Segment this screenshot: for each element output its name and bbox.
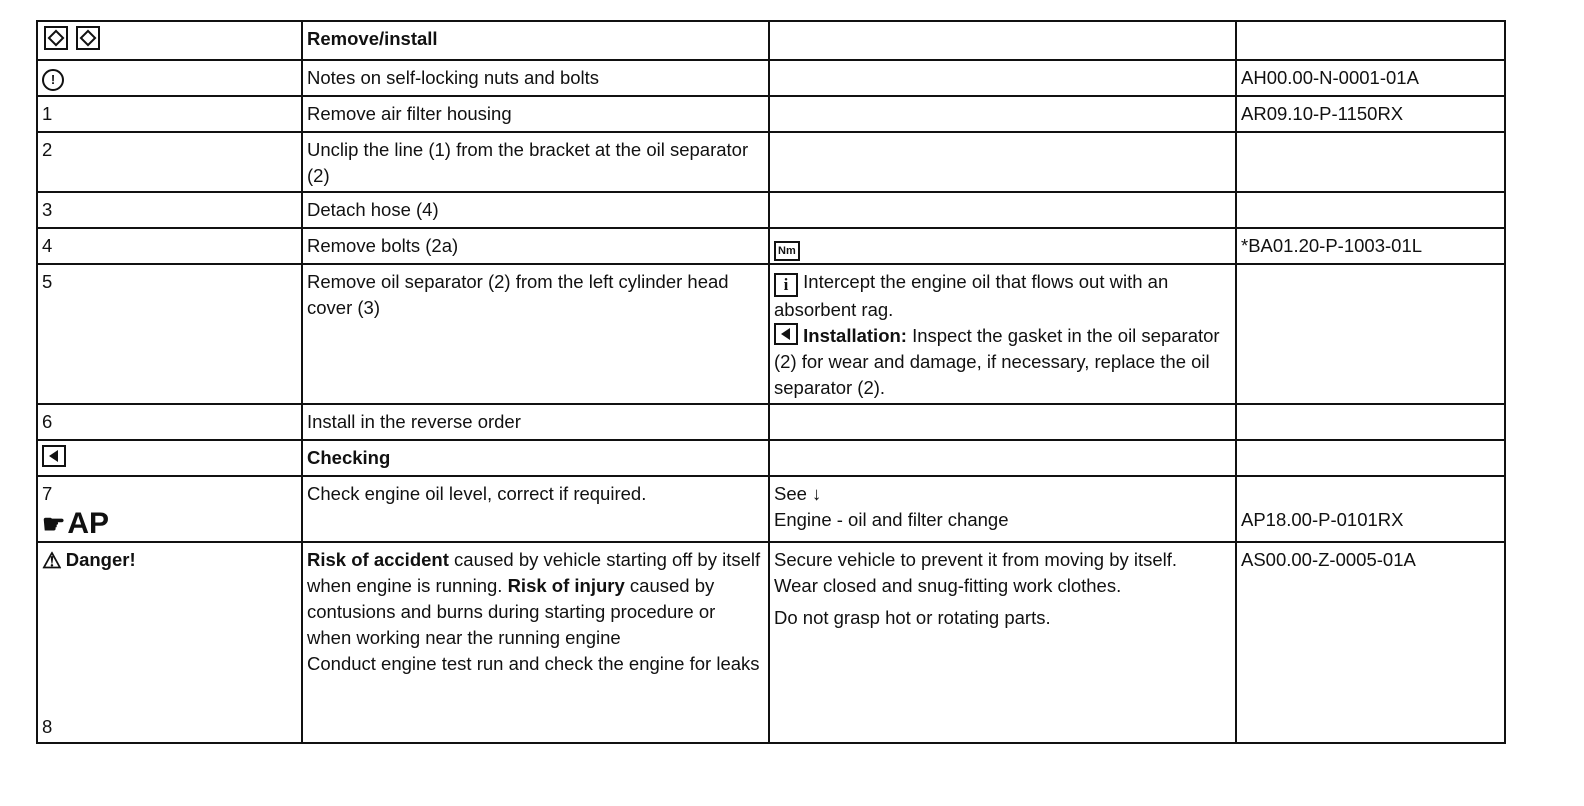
table-row xyxy=(37,440,1505,476)
cell-note xyxy=(769,264,1236,404)
checking-icon xyxy=(42,445,66,467)
step-text: Conduct engine test run and check the engine for leaks xyxy=(307,653,760,674)
cell-step-number: 2 xyxy=(37,132,302,192)
cell-step: Remove air filter housing xyxy=(302,96,769,132)
cell-ref xyxy=(1236,440,1505,476)
cell-step xyxy=(302,542,769,743)
ap-label: AP xyxy=(67,507,109,540)
cell-step: Check engine oil level, correct if required. xyxy=(302,476,769,542)
table-row xyxy=(37,60,1505,96)
info-icon: i xyxy=(774,273,798,297)
procedure-table xyxy=(36,20,1506,744)
cell-step: Remove oil separator (2) from the left cylinder head cover (3) xyxy=(302,264,769,404)
cell-note xyxy=(769,21,1236,60)
cell-ref xyxy=(1236,132,1505,192)
risk-accident-text: caused by vehicle starting off by itself when engine is running. xyxy=(307,549,761,596)
cell-ref[interactable]: AH00.00-N-0001-01A xyxy=(1236,60,1505,96)
table-row xyxy=(37,21,1505,60)
cell-step-number: 5 xyxy=(37,264,302,404)
cell-ref xyxy=(1236,192,1505,228)
danger-label: Danger! xyxy=(65,549,136,570)
cell-ref xyxy=(1236,21,1505,60)
cell-note xyxy=(769,60,1236,96)
table-row xyxy=(37,228,1505,264)
cell-symbol xyxy=(37,440,302,476)
section-heading: Remove/install xyxy=(302,21,769,60)
installation-label: Installation: xyxy=(803,325,907,346)
cell-ref xyxy=(1236,476,1505,542)
cell-note xyxy=(769,404,1236,440)
cell-symbol xyxy=(37,21,302,60)
torque-icon[interactable]: Nm xyxy=(774,241,800,261)
installation-icon xyxy=(774,323,798,345)
cell-ref[interactable]: AR09.10-P-1150RX xyxy=(1236,96,1505,132)
cell-ref[interactable]: *BA01.20-P-1003-01L xyxy=(1236,228,1505,264)
cell-danger xyxy=(37,542,302,743)
table-row xyxy=(37,476,1505,542)
step-number: 7 xyxy=(42,483,53,504)
ap-reference[interactable] xyxy=(42,509,295,539)
hand-pointer-icon: ☛ xyxy=(42,509,66,539)
warning-triangle-icon: ⚠ xyxy=(42,548,62,573)
cell-note xyxy=(769,542,1236,743)
cell-note xyxy=(769,192,1236,228)
table-row xyxy=(37,96,1505,132)
cell-step-number: 6 xyxy=(37,404,302,440)
cell-ref xyxy=(1236,404,1505,440)
cell-step-number: 1 xyxy=(37,96,302,132)
section-heading: Checking xyxy=(302,440,769,476)
cell-step: Unclip the line (1) from the bracket at the oil separator (2) xyxy=(302,132,769,192)
table-row xyxy=(37,132,1505,192)
risk-injury-text: caused by contusions and burns during starting procedure or when working near the running engine xyxy=(307,575,716,648)
ap-ref-code[interactable]: AP18.00-P-0101RX xyxy=(1241,509,1404,530)
risk-injury-label: Risk of injury xyxy=(507,575,625,596)
notice-icon: ! xyxy=(42,69,64,91)
cell-note xyxy=(769,132,1236,192)
cell-ref xyxy=(1236,264,1505,404)
table-row xyxy=(37,192,1505,228)
cell-note xyxy=(769,440,1236,476)
step-number: 8 xyxy=(42,716,53,737)
expand-icon xyxy=(44,26,100,50)
cell-step: Detach hose (4) xyxy=(302,192,769,228)
table-row xyxy=(37,542,1505,743)
safety-note: Wear closed and snug-fitting work clothes. xyxy=(774,575,1122,596)
cell-step: Install in the reverse order xyxy=(302,404,769,440)
table-row xyxy=(37,264,1505,404)
installation-note: Inspect the gasket in the oil separator (2) for wear and damage, if necessary, replace the oil separator (2). xyxy=(774,325,1220,398)
table-row xyxy=(37,404,1505,440)
cell-step: Notes on self-locking nuts and bolts xyxy=(302,60,769,96)
cell-note xyxy=(769,228,1236,264)
cell-note xyxy=(769,96,1236,132)
cell-step-number: 3 xyxy=(37,192,302,228)
cell-step-number xyxy=(37,476,302,542)
cell-symbol xyxy=(37,60,302,96)
cell-note xyxy=(769,476,1236,542)
cell-ref[interactable]: AS00.00-Z-0005-01A xyxy=(1236,542,1505,743)
cell-step: Remove bolts (2a) xyxy=(302,228,769,264)
see-reference[interactable]: Engine - oil and filter change xyxy=(774,509,1009,530)
safety-note: Secure vehicle to prevent it from moving by itself. xyxy=(774,549,1178,570)
info-note: Intercept the engine oil that flows out with an absorbent rag. xyxy=(774,271,1169,320)
see-label: See ↓ xyxy=(774,483,822,504)
risk-accident-label: Risk of accident xyxy=(307,549,449,570)
cell-step-number: 4 xyxy=(37,228,302,264)
safety-note: Do not grasp hot or rotating parts. xyxy=(774,607,1051,628)
